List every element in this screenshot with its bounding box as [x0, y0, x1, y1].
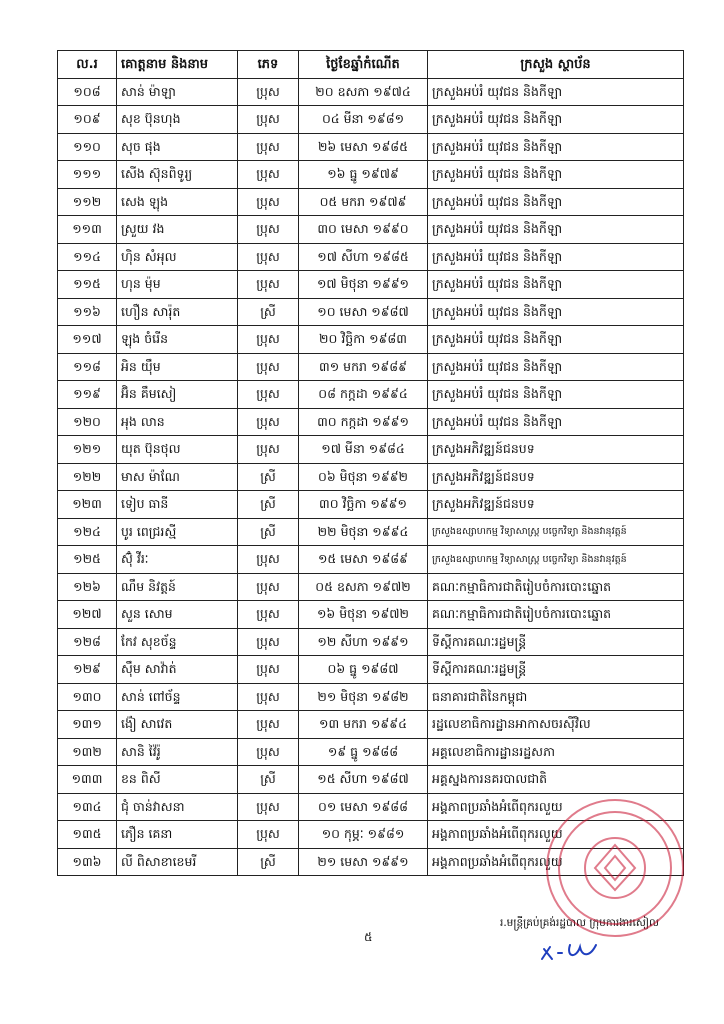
table-row [58, 766, 684, 794]
cell-dob: ១៩ ធ្នូ ១៩៨៨ [299, 738, 428, 766]
cell-no: ១៣៣ [58, 766, 117, 794]
cell-no: ១២៥ [58, 546, 117, 574]
table-row [58, 628, 684, 656]
cell-sex: ប្រុស [238, 738, 299, 766]
cell-dob: ៣០ មេសា ១៩៩០ [299, 216, 428, 244]
cell-name: សាន់ ម៉ាឡា [117, 78, 238, 106]
cell-sex: ប្រុស [238, 353, 299, 381]
cell-dob: ១៧ សីហា ១៩៨៥ [299, 243, 428, 271]
cell-name: សានិ វ៉ៃរ៉ូ [117, 738, 238, 766]
cell-name: ភឿន គេនា [117, 821, 238, 849]
cell-no: ១៣២ [58, 738, 117, 766]
cell-dob: ២៦ មេសា ១៩៨៥ [299, 133, 428, 161]
cell-ministry: រដ្ឋលេខាធិការដ្ឋានអាកាសចរស៊ីវិល [428, 711, 684, 739]
table-row [58, 298, 684, 326]
cell-sex: ស្រី [238, 491, 299, 519]
table-row [58, 188, 684, 216]
cell-no: ១១០ [58, 133, 117, 161]
cell-ministry: ក្រសួងអប់រំ យុវជន និងកីឡា [428, 353, 684, 381]
cell-dob: ១៥ សីហា ១៩៨៧ [299, 766, 428, 794]
cell-ministry: ក្រសួងអប់រំ យុវជន និងកីឡា [428, 408, 684, 436]
table-row [58, 133, 684, 161]
cell-dob: ១០ មេសា ១៩៨៧ [299, 298, 428, 326]
cell-ministry: ក្រសួងឧស្សាហកម្ម វិទ្យាសាស្ត្រ បច្ចេកវិទ្យា និងនវានុវត្តន៍ [428, 546, 684, 574]
cell-ministry: អង្គភាពប្រឆាំងអំពើពុករលួយ [428, 793, 684, 821]
table-row [58, 573, 684, 601]
cell-sex: ប្រុស [238, 326, 299, 354]
cell-sex: ប្រុស [238, 106, 299, 134]
cell-sex: ប្រុស [238, 78, 299, 106]
page-number: ៥ [364, 930, 373, 944]
cell-no: ១៣៥ [58, 821, 117, 849]
cell-name: លី ពិសាខាខេមរី [117, 848, 238, 876]
cell-name: អ៊ិន គឹមសៀ [117, 381, 238, 409]
table-row [58, 243, 684, 271]
table-row [58, 78, 684, 106]
cell-dob: ២២ មិថុនា ១៩៩៤ [299, 518, 428, 546]
cell-name: ស៊ុំ វីរៈ [117, 546, 238, 574]
cell-sex: ស្រី [238, 463, 299, 491]
cell-dob: ១៦ ធ្នូ ១៩៧៩ [299, 161, 428, 189]
cell-dob: ១៧ មិថុនា ១៩៩១ [299, 271, 428, 299]
table-row [58, 436, 684, 464]
table-row [58, 656, 684, 684]
cell-sex: ស្រី [238, 766, 299, 794]
cell-name: អុង លាន [117, 408, 238, 436]
cell-name: សួន សោម [117, 601, 238, 629]
cell-name: ខន ពិសី [117, 766, 238, 794]
cell-no: ១១២ [58, 188, 117, 216]
cell-no: ១១៧ [58, 326, 117, 354]
cell-no: ១១៣ [58, 216, 117, 244]
cell-name: សាន់ ពៅច័ន្ទ [117, 683, 238, 711]
cell-name: មាស ម៉ាណែ [117, 463, 238, 491]
cell-sex: ប្រុស [238, 628, 299, 656]
cell-no: ១២៧ [58, 601, 117, 629]
cell-dob: ២១ មេសា ១៩៩១ [299, 848, 428, 876]
cell-ministry: គណៈកម្មាធិការជាតិរៀបចំការបោះឆ្នោត [428, 601, 684, 629]
cell-sex: ប្រុស [238, 711, 299, 739]
cell-ministry: ក្រសួងអប់រំ យុវជន និងកីឡា [428, 381, 684, 409]
cell-sex: ប្រុស [238, 243, 299, 271]
roster-table [57, 50, 684, 876]
cell-ministry: អគ្គស្នងការនគរបាលជាតិ [428, 766, 684, 794]
cell-dob: ២០ វិច្ឆិកា ១៩៨៣ [299, 326, 428, 354]
cell-name: ហុន ម៉ុម [117, 271, 238, 299]
table-row [58, 601, 684, 629]
cell-ministry: ក្រសួងអប់រំ យុវជន និងកីឡា [428, 133, 684, 161]
cell-name: សុច ផុង [117, 133, 238, 161]
cell-no: ១២៣ [58, 491, 117, 519]
table-row [58, 518, 684, 546]
cell-no: ១២១ [58, 436, 117, 464]
table-row [58, 326, 684, 354]
cell-sex: ស្រី [238, 298, 299, 326]
cell-name: ណឹម និវត្តន៍ [117, 573, 238, 601]
cell-sex: ប្រុស [238, 656, 299, 684]
cell-dob: ០៦ ធ្នូ ១៩៨៧ [299, 656, 428, 684]
cell-name: អិន យ៉ឹម [117, 353, 238, 381]
table-row [58, 381, 684, 409]
cell-dob: ០៨ កក្កដា ១៩៩៤ [299, 381, 428, 409]
table-row [58, 161, 684, 189]
cell-no: ១២២ [58, 463, 117, 491]
cell-ministry: គណៈកម្មាធិការជាតិរៀបចំការបោះឆ្នោត [428, 573, 684, 601]
cell-sex: ប្រុស [238, 408, 299, 436]
cell-name: សុខ ប៊ុនហុង [117, 106, 238, 134]
header-name: គោត្តនាម និងនាម [117, 51, 238, 79]
table-row [58, 738, 684, 766]
table-row [58, 711, 684, 739]
cell-sex: ប្រុស [238, 573, 299, 601]
cell-sex: ប្រុស [238, 133, 299, 161]
table-row [58, 216, 684, 244]
cell-dob: ៣១ មករា ១៩៨៩ [299, 353, 428, 381]
cell-sex: ស្រី [238, 518, 299, 546]
cell-sex: ប្រុស [238, 546, 299, 574]
cell-ministry: ក្រសួងអប់រំ យុវជន និងកីឡា [428, 161, 684, 189]
table-row [58, 106, 684, 134]
cell-no: ១២៨ [58, 628, 117, 656]
cell-ministry: អង្គភាពប្រឆាំងអំពើពុករលួយ [428, 848, 684, 876]
cell-sex: ប្រុស [238, 161, 299, 189]
cell-no: ១០៨ [58, 78, 117, 106]
cell-ministry: ក្រសួងអប់រំ យុវជន និងកីឡា [428, 188, 684, 216]
table-row [58, 271, 684, 299]
cell-dob: ០៥ មករា ១៩៧៩ [299, 188, 428, 216]
cell-dob: ១៣ មករា ១៩៩៤ [299, 711, 428, 739]
cell-no: ១៣១ [58, 711, 117, 739]
cell-dob: ១២ សីហា ១៩៩១ [299, 628, 428, 656]
cell-ministry: ធនាគារជាតិនៃកម្ពុជា [428, 683, 684, 711]
cell-no: ១១៥ [58, 271, 117, 299]
cell-dob: ១៧ មីនា ១៩៨៤ [299, 436, 428, 464]
cell-name: ហឿន សារ៉ុត [117, 298, 238, 326]
cell-no: ១៣៤ [58, 793, 117, 821]
cell-ministry: ក្រសួងអភិវឌ្ឍន៍ជនបទ [428, 463, 684, 491]
signature-mark [540, 937, 600, 967]
cell-ministry: ក្រសួងអភិវឌ្ឍន៍ជនបទ [428, 491, 684, 519]
table-row [58, 491, 684, 519]
cell-dob: ០៥ ឧសភា ១៩៧២ [299, 573, 428, 601]
official-seal [520, 790, 690, 940]
cell-sex: ប្រុស [238, 216, 299, 244]
cell-ministry: ក្រសួងអប់រំ យុវជន និងកីឡា [428, 326, 684, 354]
cell-sex: ប្រុស [238, 188, 299, 216]
table-row [58, 546, 684, 574]
cell-ministry: ក្រសួងអភិវឌ្ឍន៍ជនបទ [428, 436, 684, 464]
cell-dob: ២១ មិថុនា ១៩៨២ [299, 683, 428, 711]
cell-dob: ១០ កុម្ភៈ ១៩៨១ [299, 821, 428, 849]
cell-name: ហ៊ិន សំអុល [117, 243, 238, 271]
cell-name: បូរ ពេជ្ររស្មី [117, 518, 238, 546]
header-ministry: ក្រសួង ស្ថាប័ន [428, 51, 684, 79]
cell-name: សេង ឡុង [117, 188, 238, 216]
cell-dob: ០៦ មិថុនា ១៩៩២ [299, 463, 428, 491]
cell-dob: ២០ ឧសភា ១៩៧៤ [299, 78, 428, 106]
table-row [58, 463, 684, 491]
cell-no: ១២០ [58, 408, 117, 436]
cell-no: ១១៩ [58, 381, 117, 409]
cell-no: ១០៩ [58, 106, 117, 134]
cell-ministry: ក្រសួងអប់រំ យុវជន និងកីឡា [428, 78, 684, 106]
cell-ministry: ក្រសួងអប់រំ យុវជន និងកីឡា [428, 216, 684, 244]
cell-dob: ៣០ វិច្ឆិកា ១៩៩១ [299, 491, 428, 519]
cell-ministry: ទីស្តីការគណៈរដ្ឋមន្ត្រី [428, 628, 684, 656]
cell-sex: ស្រី [238, 848, 299, 876]
cell-name: ង៉ៀ សាវេត [117, 711, 238, 739]
footer-caption: រ.មន្ត្រីគ្រប់គ្រង់រដ្ឋបាល ក្រុមការងារសៀល [500, 917, 659, 929]
cell-dob: ១៦ មិថុនា ១៩៧២ [299, 601, 428, 629]
cell-sex: ប្រុស [238, 436, 299, 464]
header-sex: ភេទ [238, 51, 299, 79]
cell-sex: ប្រុស [238, 683, 299, 711]
cell-ministry: ក្រសួងអប់រំ យុវជន និងកីឡា [428, 298, 684, 326]
cell-no: ១១១ [58, 161, 117, 189]
cell-no: ១២៩ [58, 656, 117, 684]
header-dob: ថ្ងៃខែឆ្នាំកំណើត [299, 51, 428, 79]
header-no: ល.រ [58, 51, 117, 79]
cell-name: ទៀប ធានី [117, 491, 238, 519]
cell-ministry: ក្រសួងអប់រំ យុវជន និងកីឡា [428, 243, 684, 271]
cell-ministry: ក្រសួងអប់រំ យុវជន និងកីឡា [428, 106, 684, 134]
cell-sex: ប្រុស [238, 271, 299, 299]
cell-no: ១១៤ [58, 243, 117, 271]
cell-ministry: ក្រសួងឧស្សាហកម្ម វិទ្យាសាស្ត្រ បច្ចេកវិទ្យា និងនវានុវត្តន៍ [428, 518, 684, 546]
cell-dob: ៣០ កក្កដា ១៩៩១ [299, 408, 428, 436]
cell-sex: ប្រុស [238, 821, 299, 849]
cell-no: ១៣០ [58, 683, 117, 711]
cell-dob: ០១ មេសា ១៩៨៨ [299, 793, 428, 821]
cell-ministry: ក្រសួងអប់រំ យុវជន និងកីឡា [428, 271, 684, 299]
cell-no: ១១៨ [58, 353, 117, 381]
table-header-row [58, 51, 684, 79]
cell-sex: ប្រុស [238, 793, 299, 821]
cell-name: កែវ សុខច័ន្ទ [117, 628, 238, 656]
cell-sex: ប្រុស [238, 381, 299, 409]
cell-name: ស៊ឹម សាវ៉ាត់ [117, 656, 238, 684]
table-row [58, 353, 684, 381]
cell-ministry: ទីស្តីការគណៈរដ្ឋមន្ត្រី [428, 656, 684, 684]
cell-name: ជុំ ចាន់វាសនា [117, 793, 238, 821]
cell-ministry: អគ្គលេខាធិការដ្ឋានរដ្ឋសភា [428, 738, 684, 766]
cell-sex: ប្រុស [238, 601, 299, 629]
cell-dob: ១៥ មេសា ១៩៨៩ [299, 546, 428, 574]
cell-name: ស្រួយ វង [117, 216, 238, 244]
cell-name: ឡុង ចំរើន [117, 326, 238, 354]
cell-name: សើង ស៊ុនពិទូរ្យ [117, 161, 238, 189]
cell-ministry: អង្គភាពប្រឆាំងអំពើពុករលួយ [428, 821, 684, 849]
cell-name: យុត ប៊ុនថុល [117, 436, 238, 464]
cell-dob: ០៤ មីនា ១៩៨១ [299, 106, 428, 134]
table-row [58, 683, 684, 711]
cell-no: ១២៤ [58, 518, 117, 546]
table-row [58, 408, 684, 436]
cell-no: ១៣៦ [58, 848, 117, 876]
cell-no: ១១៦ [58, 298, 117, 326]
cell-no: ១២៦ [58, 573, 117, 601]
